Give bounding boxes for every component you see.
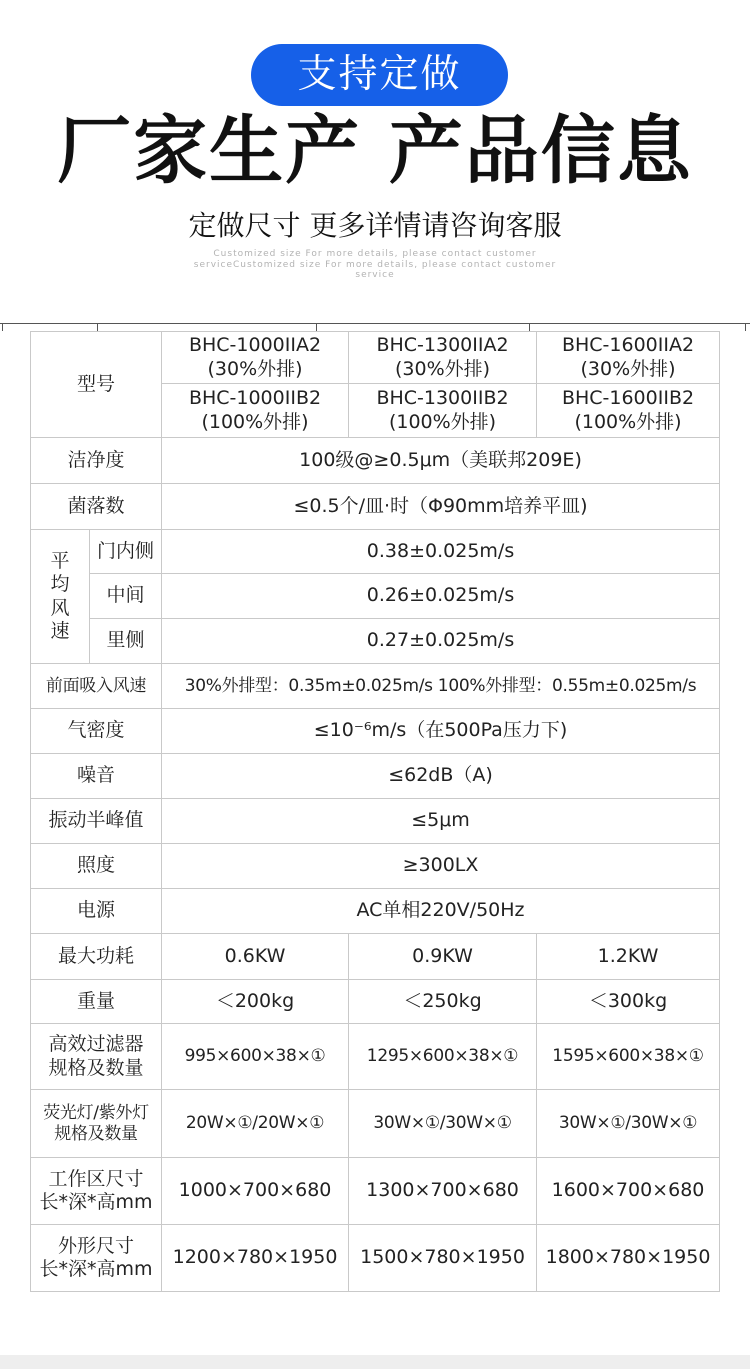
page-subtitle: 定做尺寸 更多详情请咨询客服 xyxy=(188,209,562,242)
model-note: (30%外排) xyxy=(207,357,303,380)
hepa-label-line: 高效过滤器 xyxy=(48,1033,144,1056)
custom-badge: 支持定做 xyxy=(251,44,508,106)
table-row xyxy=(31,332,720,384)
table-row xyxy=(31,1158,720,1225)
weight-value: ＜200kg xyxy=(162,980,349,1024)
outer-size-label xyxy=(31,1225,162,1292)
table-row xyxy=(31,754,720,799)
work-size-label-line: 工作区尺寸 xyxy=(48,1167,144,1190)
wind-inner-value: 0.27±0.025m/s xyxy=(162,619,720,664)
max-power-value: 0.6KW xyxy=(162,934,349,980)
cleanliness-label: 洁净度 xyxy=(31,438,162,484)
illuminance-value: ≥300LX xyxy=(162,844,720,889)
work-size-label-line: 长*深*高mm xyxy=(39,1191,153,1213)
lamps-label xyxy=(31,1090,162,1158)
front-suction-label: 前面吸入风速 xyxy=(31,664,162,709)
model-note: (100%外排) xyxy=(574,410,682,433)
model-note: (30%外排) xyxy=(580,357,676,380)
model-cell xyxy=(162,384,349,438)
model-name: BHC-1300IIB2 xyxy=(376,387,509,410)
model-name: BHC-1300IIA2 xyxy=(376,334,509,357)
model-cell xyxy=(537,332,720,384)
front-suction-value: 30%外排型：0.35m±0.025m/s 100%外排型：0.55m±0.025m/s xyxy=(162,664,720,709)
colony-value: ≤0.5个/皿·时（Φ90mm培养平皿) xyxy=(162,484,720,530)
table-row xyxy=(31,1090,720,1158)
outer-size-label-line: 长*深*高mm xyxy=(39,1258,153,1280)
lamps-value: 20W×①/20W×① xyxy=(162,1090,349,1158)
lamps-label-line: 荧光灯/紫外灯 xyxy=(43,1102,149,1123)
wind-door-value: 0.38±0.025m/s xyxy=(162,530,720,574)
work-size-value: 1000×700×680 xyxy=(162,1158,349,1225)
wind-door-label: 门内侧 xyxy=(90,530,162,574)
divider-line xyxy=(0,323,750,324)
avg-wind-char: 平 xyxy=(50,550,70,573)
english-note: Customized size For more details, please contact customer serviceCustomized size For more details, please contact customer service xyxy=(193,249,557,280)
model-cell xyxy=(349,384,537,438)
vibration-label: 振动半峰值 xyxy=(31,799,162,844)
table-row xyxy=(31,484,720,530)
table-row xyxy=(31,438,720,484)
lamps-value: 30W×①/30W×① xyxy=(349,1090,537,1158)
air-tightness-value: ≤10⁻⁶m/s（在500Pa压力下) xyxy=(162,709,720,754)
noise-value: ≤62dB（A) xyxy=(162,754,720,799)
divider-tick xyxy=(745,323,746,331)
hepa-value: 1295×600×38×① xyxy=(349,1024,537,1090)
table-row xyxy=(31,844,720,889)
table-row xyxy=(31,664,720,709)
model-name: BHC-1600IIB2 xyxy=(561,387,695,410)
divider-tick xyxy=(316,323,317,331)
model-note: (100%外排) xyxy=(388,410,497,433)
avg-wind-char: 速 xyxy=(50,619,70,642)
table-row xyxy=(31,1024,720,1090)
page-title: 厂家生产 产品信息 xyxy=(57,108,693,194)
work-size-value: 1300×700×680 xyxy=(349,1158,537,1225)
avg-wind-char: 风 xyxy=(50,596,70,619)
table-row xyxy=(31,799,720,844)
weight-value: ＜300kg xyxy=(537,980,720,1024)
outer-size-value: 1500×780×1950 xyxy=(349,1225,537,1292)
divider-tick xyxy=(2,323,3,331)
model-note: (30%外排) xyxy=(394,357,491,380)
model-cell xyxy=(349,332,537,384)
outer-size-value: 1200×780×1950 xyxy=(162,1225,349,1292)
lamps-value: 30W×①/30W×① xyxy=(537,1090,720,1158)
table-row xyxy=(31,619,720,664)
model-name: BHC-1000IIB2 xyxy=(188,387,322,410)
table-row xyxy=(31,530,720,574)
hepa-label xyxy=(31,1024,162,1090)
avg-wind-label xyxy=(31,530,90,664)
divider-tick xyxy=(529,323,530,331)
avg-wind-char: 均 xyxy=(50,573,70,596)
table-row xyxy=(31,934,720,980)
table-row xyxy=(31,980,720,1024)
weight-label: 重量 xyxy=(31,980,162,1024)
outer-size-label-line: 外形尺寸 xyxy=(58,1234,135,1257)
power-supply-label: 电源 xyxy=(31,889,162,934)
hepa-label-line: 规格及数量 xyxy=(48,1056,144,1079)
colony-label: 菌落数 xyxy=(31,484,162,530)
power-supply-value: AC单相220V/50Hz xyxy=(162,889,720,934)
wind-middle-label: 中间 xyxy=(90,574,162,619)
weight-value: ＜250kg xyxy=(349,980,537,1024)
air-tightness-label: 气密度 xyxy=(31,709,162,754)
cleanliness-value: 100级@≥0.5μm（美联邦209E) xyxy=(162,438,720,484)
max-power-value: 1.2KW xyxy=(537,934,720,980)
max-power-value: 0.9KW xyxy=(349,934,537,980)
table-row xyxy=(31,889,720,934)
table-row xyxy=(31,574,720,619)
lamps-label-line: 规格及数量 xyxy=(54,1123,138,1144)
spec-table xyxy=(30,331,720,1292)
work-size-value: 1600×700×680 xyxy=(537,1158,720,1225)
table-row xyxy=(31,1225,720,1292)
wind-middle-value: 0.26±0.025m/s xyxy=(162,574,720,619)
noise-label: 噪音 xyxy=(31,754,162,799)
table-row xyxy=(31,709,720,754)
model-name: BHC-1000IIA2 xyxy=(188,334,322,357)
model-name: BHC-1600IIA2 xyxy=(561,334,695,357)
divider-tick xyxy=(97,323,98,331)
footer-bar xyxy=(0,1355,750,1369)
work-size-label xyxy=(31,1158,162,1225)
hepa-value: 995×600×38×① xyxy=(162,1024,349,1090)
illuminance-label: 照度 xyxy=(31,844,162,889)
max-power-label: 最大功耗 xyxy=(31,934,162,980)
hepa-value: 1595×600×38×① xyxy=(537,1024,720,1090)
model-cell xyxy=(537,384,720,438)
model-note: (100%外排) xyxy=(201,410,309,433)
wind-inner-label: 里侧 xyxy=(90,619,162,664)
model-cell xyxy=(162,332,349,384)
outer-size-value: 1800×780×1950 xyxy=(537,1225,720,1292)
vibration-value: ≤5μm xyxy=(162,799,720,844)
model-label: 型号 xyxy=(31,332,162,438)
